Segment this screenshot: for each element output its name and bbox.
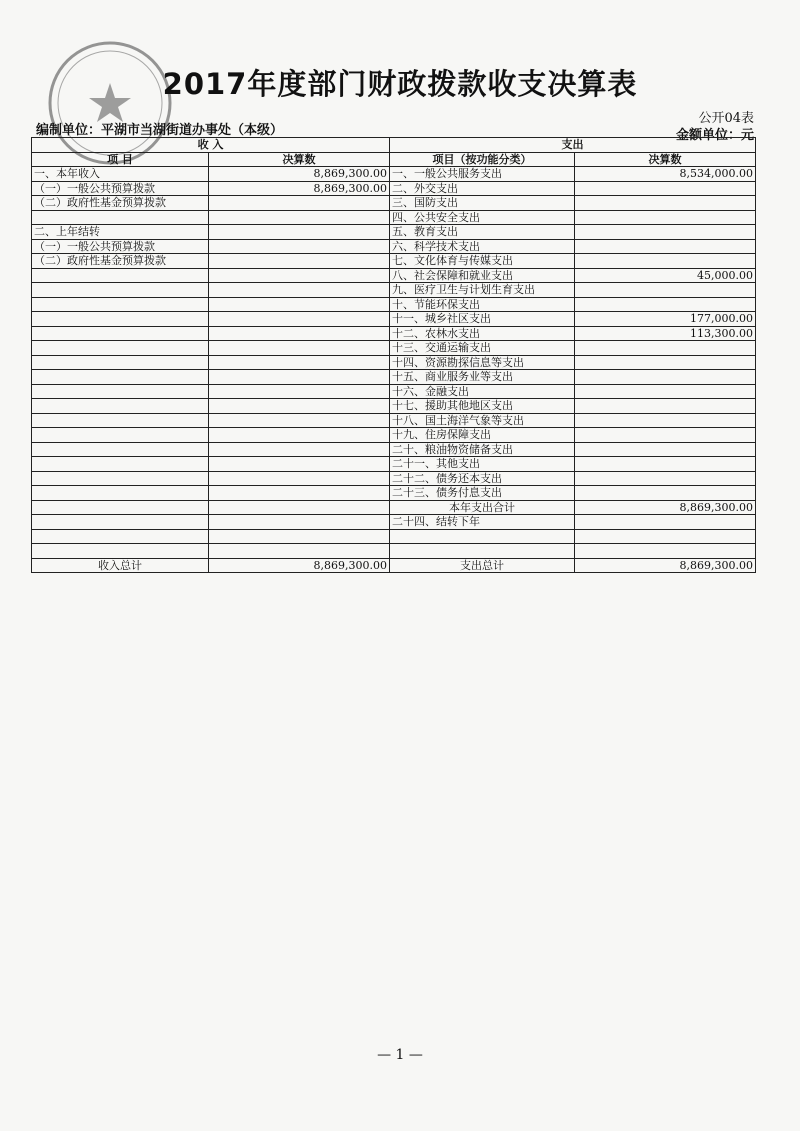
income-amount-cell xyxy=(209,442,390,457)
table-row xyxy=(32,181,756,196)
expense-amount-cell xyxy=(575,457,756,472)
table-row xyxy=(32,442,756,457)
table-row xyxy=(32,225,756,240)
income-item-cell xyxy=(32,515,209,530)
income-amount-cell xyxy=(209,326,390,341)
income-amount-cell xyxy=(209,515,390,530)
expense-amount-cell xyxy=(575,428,756,443)
expense-item-cell xyxy=(390,529,575,544)
expense-amount-cell xyxy=(575,181,756,196)
table-row xyxy=(32,283,756,298)
expense-item-cell: 二十三、债务付息支出 xyxy=(390,486,575,501)
expense-item-cell: 九、医疗卫生与计划生育支出 xyxy=(390,283,575,298)
expense-total-label: 支出总计 xyxy=(390,558,575,573)
income-amount-cell xyxy=(209,210,390,225)
expense-item-cell xyxy=(390,544,575,559)
expense-amount-cell xyxy=(575,297,756,312)
expense-amount-cell xyxy=(575,210,756,225)
table-row xyxy=(32,254,756,269)
income-amount-cell: 8,869,300.00 xyxy=(209,181,390,196)
expense-amount-cell xyxy=(575,254,756,269)
page-title: 2017年度部门财政拨款收支决算表 xyxy=(162,67,638,101)
income-amount-cell xyxy=(209,355,390,370)
expense-item-cell: 八、社会保障和就业支出 xyxy=(390,268,575,283)
income-amount-cell xyxy=(209,486,390,501)
income-amount-cell: 8,869,300.00 xyxy=(209,167,390,182)
income-amount-cell xyxy=(209,544,390,559)
expense-amount-cell: 8,869,300.00 xyxy=(575,500,756,515)
income-item-cell xyxy=(32,341,209,356)
income-item-cell xyxy=(32,428,209,443)
income-item-cell xyxy=(32,399,209,414)
expense-item-cell: 二、外交支出 xyxy=(390,181,575,196)
income-amount-cell xyxy=(209,196,390,211)
income-item-cell xyxy=(32,486,209,501)
income-amount-header: 决算数 xyxy=(209,152,390,167)
expense-amount-cell xyxy=(575,225,756,240)
income-total-amount: 8,869,300.00 xyxy=(209,558,390,573)
table-row xyxy=(32,370,756,385)
income-amount-cell xyxy=(209,254,390,269)
income-item-header: 项 目 xyxy=(32,152,209,167)
expense-total-amount: 8,869,300.00 xyxy=(575,558,756,573)
income-item-cell xyxy=(32,471,209,486)
expense-amount-cell xyxy=(575,515,756,530)
income-amount-cell xyxy=(209,428,390,443)
expense-amount-cell xyxy=(575,196,756,211)
expense-item-cell: 十四、资源勘探信息等支出 xyxy=(390,355,575,370)
income-item-cell: （二）政府性基金预算拨款 xyxy=(32,254,209,269)
expense-item-cell: 本年支出合计 xyxy=(390,500,575,515)
income-amount-cell xyxy=(209,297,390,312)
income-amount-cell xyxy=(209,471,390,486)
table-row xyxy=(32,399,756,414)
table-row xyxy=(32,210,756,225)
income-item-cell xyxy=(32,355,209,370)
table-header-group xyxy=(32,138,756,153)
income-amount-cell xyxy=(209,413,390,428)
income-amount-cell xyxy=(209,399,390,414)
table-row xyxy=(32,500,756,515)
income-amount-cell xyxy=(209,370,390,385)
table-row xyxy=(32,268,756,283)
expense-item-cell: 十六、金融支出 xyxy=(390,384,575,399)
table-row xyxy=(32,486,756,501)
expense-item-cell: 二十四、结转下年 xyxy=(390,515,575,530)
expense-amount-cell xyxy=(575,442,756,457)
expense-amount-cell xyxy=(575,370,756,385)
income-item-cell: （二）政府性基金预算拨款 xyxy=(32,196,209,211)
income-amount-cell xyxy=(209,283,390,298)
table-row xyxy=(32,312,756,327)
expense-amount-cell xyxy=(575,486,756,501)
table-row xyxy=(32,428,756,443)
table-row xyxy=(32,196,756,211)
expense-amount-cell: 8,534,000.00 xyxy=(575,167,756,182)
expense-item-cell: 二十一、其他支出 xyxy=(390,457,575,472)
income-item-cell xyxy=(32,384,209,399)
expense-amount-cell: 113,300.00 xyxy=(575,326,756,341)
income-amount-cell xyxy=(209,384,390,399)
expense-item-cell: 四、公共安全支出 xyxy=(390,210,575,225)
income-item-cell xyxy=(32,370,209,385)
table-row xyxy=(32,341,756,356)
table-row xyxy=(32,515,756,530)
expense-item-cell: 六、科学技术支出 xyxy=(390,239,575,254)
expense-item-cell: 三、国防支出 xyxy=(390,196,575,211)
table-row xyxy=(32,239,756,254)
income-item-cell: （一）一般公共预算拨款 xyxy=(32,181,209,196)
expense-item-cell: 十三、交通运输支出 xyxy=(390,341,575,356)
income-amount-cell xyxy=(209,500,390,515)
table-row xyxy=(32,326,756,341)
income-amount-cell xyxy=(209,457,390,472)
table-row xyxy=(32,384,756,399)
table-row xyxy=(32,413,756,428)
income-item-cell: 二、上年结转 xyxy=(32,225,209,240)
income-amount-cell xyxy=(209,239,390,254)
page-number: — 1 — xyxy=(377,1047,423,1063)
expense-amount-cell xyxy=(575,384,756,399)
income-amount-cell xyxy=(209,312,390,327)
table-row xyxy=(32,297,756,312)
expense-item-cell: 二十二、债务还本支出 xyxy=(390,471,575,486)
expense-amount-cell xyxy=(575,239,756,254)
income-item-cell xyxy=(32,283,209,298)
income-item-cell xyxy=(32,297,209,312)
expense-amount-cell xyxy=(575,529,756,544)
table-row xyxy=(32,529,756,544)
table-row xyxy=(32,457,756,472)
income-item-cell xyxy=(32,457,209,472)
totals-row xyxy=(32,558,756,573)
income-item-cell xyxy=(32,268,209,283)
expense-item-cell: 十七、援助其他地区支出 xyxy=(390,399,575,414)
expense-amount-cell xyxy=(575,471,756,486)
table-row xyxy=(32,355,756,370)
income-amount-cell xyxy=(209,529,390,544)
expense-header: 支出 xyxy=(390,138,756,153)
income-amount-cell xyxy=(209,225,390,240)
table-column-headers xyxy=(32,152,756,167)
table-row xyxy=(32,544,756,559)
expense-item-cell: 五、教育支出 xyxy=(390,225,575,240)
expense-amount-header: 决算数 xyxy=(575,152,756,167)
expense-item-cell: 二十、粮油物资储备支出 xyxy=(390,442,575,457)
income-item-cell xyxy=(32,544,209,559)
expense-amount-cell xyxy=(575,413,756,428)
expense-item-cell: 七、文化体育与传媒支出 xyxy=(390,254,575,269)
expense-amount-cell xyxy=(575,355,756,370)
form-number: 公开04表 xyxy=(698,111,754,126)
income-header: 收 入 xyxy=(32,138,390,153)
income-item-cell xyxy=(32,442,209,457)
expense-amount-cell xyxy=(575,283,756,298)
income-total-label: 收入总计 xyxy=(32,558,209,573)
expense-item-cell: 十九、住房保障支出 xyxy=(390,428,575,443)
table-row xyxy=(32,167,756,182)
income-amount-cell xyxy=(209,268,390,283)
income-item-cell xyxy=(32,326,209,341)
income-item-cell: （一）一般公共预算拨款 xyxy=(32,239,209,254)
income-item-cell: 一、本年收入 xyxy=(32,167,209,182)
expense-item-cell: 一、一般公共服务支出 xyxy=(390,167,575,182)
expense-amount-cell xyxy=(575,544,756,559)
expense-item-cell: 十一、城乡社区支出 xyxy=(390,312,575,327)
income-item-cell xyxy=(32,210,209,225)
compiling-unit: 编制单位：平湖市当湖街道办事处（本级） xyxy=(36,123,284,138)
amount-unit: 金额单位：元 xyxy=(675,128,754,143)
expense-amount-cell: 45,000.00 xyxy=(575,268,756,283)
table-row xyxy=(32,471,756,486)
expense-item-cell: 十二、农林水支出 xyxy=(390,326,575,341)
expense-amount-cell xyxy=(575,399,756,414)
expense-item-cell: 十五、商业服务业等支出 xyxy=(390,370,575,385)
expense-amount-cell: 177,000.00 xyxy=(575,312,756,327)
income-amount-cell xyxy=(209,341,390,356)
income-item-cell xyxy=(32,500,209,515)
expense-item-header: 项目（按功能分类） xyxy=(390,152,575,167)
expense-item-cell: 十八、国土海洋气象等支出 xyxy=(390,413,575,428)
budget-table xyxy=(31,137,756,573)
income-item-cell xyxy=(32,312,209,327)
income-item-cell xyxy=(32,529,209,544)
expense-item-cell: 十、节能环保支出 xyxy=(390,297,575,312)
expense-amount-cell xyxy=(575,341,756,356)
income-item-cell xyxy=(32,413,209,428)
